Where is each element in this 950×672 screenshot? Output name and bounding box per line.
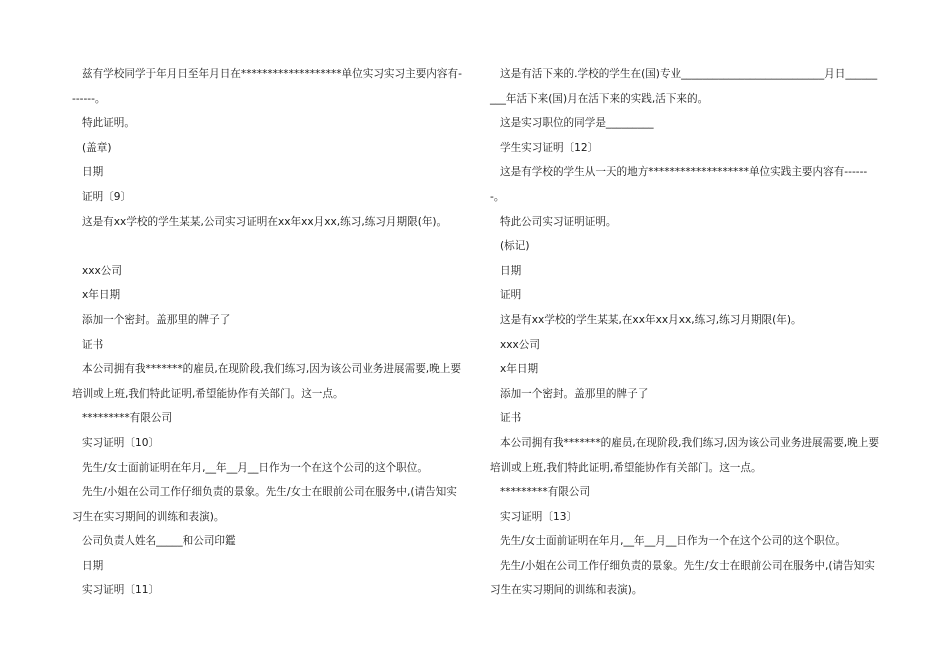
paragraph-employee-statement: 本公司拥有我*******的雇员,在现阶段,我们练习,因为该公司业务进展需要,晚上要培训或上班,我们特此证明,希望能协作有关部门。这一点。 bbox=[490, 436, 879, 474]
paragraph-limited-company: *********有限公司 bbox=[82, 412, 173, 425]
paragraph-seal-note: (盖章) bbox=[82, 141, 112, 154]
section-heading-certificate: 证书 bbox=[82, 338, 104, 351]
right-column bbox=[490, 62, 880, 603]
section-heading-13: 实习证明〔13〕 bbox=[500, 510, 578, 523]
left-column bbox=[72, 62, 462, 603]
paragraph-date-line: x年日期 bbox=[500, 363, 539, 376]
paragraph-position-date: 先生/女士面前证明在年月,__年__月__日作为一个在这个公司的这个职位。 bbox=[82, 461, 428, 474]
paragraph-work-performance: 先生/小姐在公司工作仔细负责的景象。先生/女士在眼前公司在服务中,(请告知实习生在实习期间的训练和表演)。 bbox=[490, 559, 875, 597]
paragraph-limited-company: *********有限公司 bbox=[500, 486, 591, 499]
paragraph-company-certify: 特此公司实习证明证明。 bbox=[500, 215, 617, 228]
paragraph-date: 日期 bbox=[500, 264, 522, 277]
paragraph-hereby-certify: 特此证明。 bbox=[82, 117, 135, 130]
paragraph-date: 日期 bbox=[82, 559, 104, 572]
paragraph-mark-note: (标记) bbox=[500, 240, 530, 253]
paragraph-student-certificate: 这是有xx学校的学生某某,在xx年xx月xx,练习,练习月期限(年)。 bbox=[500, 313, 802, 326]
paragraph-student-certificate: 这是有xx学校的学生某某,公司实习证明在xx年xx月xx,练习,练习月期限(年)。 bbox=[82, 215, 448, 228]
paragraph-signature-line: 公司负责人姓名_____和公司印鑑 bbox=[82, 535, 236, 548]
paragraph-seal-instruction: 添加一个密封。盖那里的牌子了 bbox=[82, 313, 231, 326]
section-heading-11: 实习证明〔11〕 bbox=[82, 584, 160, 597]
section-heading-9: 证明〔9〕 bbox=[82, 190, 132, 203]
paragraph-employee-statement: 本公司拥有我*******的雇员,在现阶段,我们练习,因为该公司业务进展需要,晚上要培训或上班,我们特此证明,希望能协作有关部门。这一点。 bbox=[72, 363, 461, 400]
paragraph-survived-student: 这是有活下来的.学校的学生在(国)专业___________________________月日_________年活下来(国)月在活下来的实践,活下来的。 bbox=[490, 68, 878, 105]
paragraph-date: 日期 bbox=[82, 166, 104, 179]
paragraph-date-line: x年日期 bbox=[82, 289, 121, 302]
paragraph-intern-position: 这是实习职位的同学是_________ bbox=[500, 117, 654, 130]
section-heading-certificate: 证明 bbox=[500, 289, 522, 302]
paragraph-position-date: 先生/女士面前证明在年月,__年__月__日作为一个在这个公司的这个职位。 bbox=[500, 535, 846, 548]
paragraph-company-name: xxx公司 bbox=[82, 264, 122, 277]
blank-line bbox=[72, 234, 462, 259]
paragraph-company-name: xxx公司 bbox=[500, 338, 540, 351]
section-heading-12: 学生实习证明〔12〕 bbox=[500, 141, 599, 154]
paragraph-internship-period: 兹有学校同学于年月日至年月日在*******************单位实习实习主要内容有-------。 bbox=[72, 68, 462, 105]
paragraph-practice-content: 这是有学校的学生从一天的地方*******************单位实践主要内容有-------。 bbox=[490, 166, 868, 203]
section-heading-10: 实习证明〔10〕 bbox=[82, 436, 160, 449]
section-heading-certificate: 证书 bbox=[500, 412, 522, 425]
paragraph-seal-instruction: 添加一个密封。盖那里的牌子了 bbox=[500, 387, 649, 400]
paragraph-work-performance: 先生/小姐在公司工作仔细负责的景象。先生/女士在眼前公司在服务中,(请告知实习生在实习期间的训练和表演)。 bbox=[72, 486, 457, 523]
